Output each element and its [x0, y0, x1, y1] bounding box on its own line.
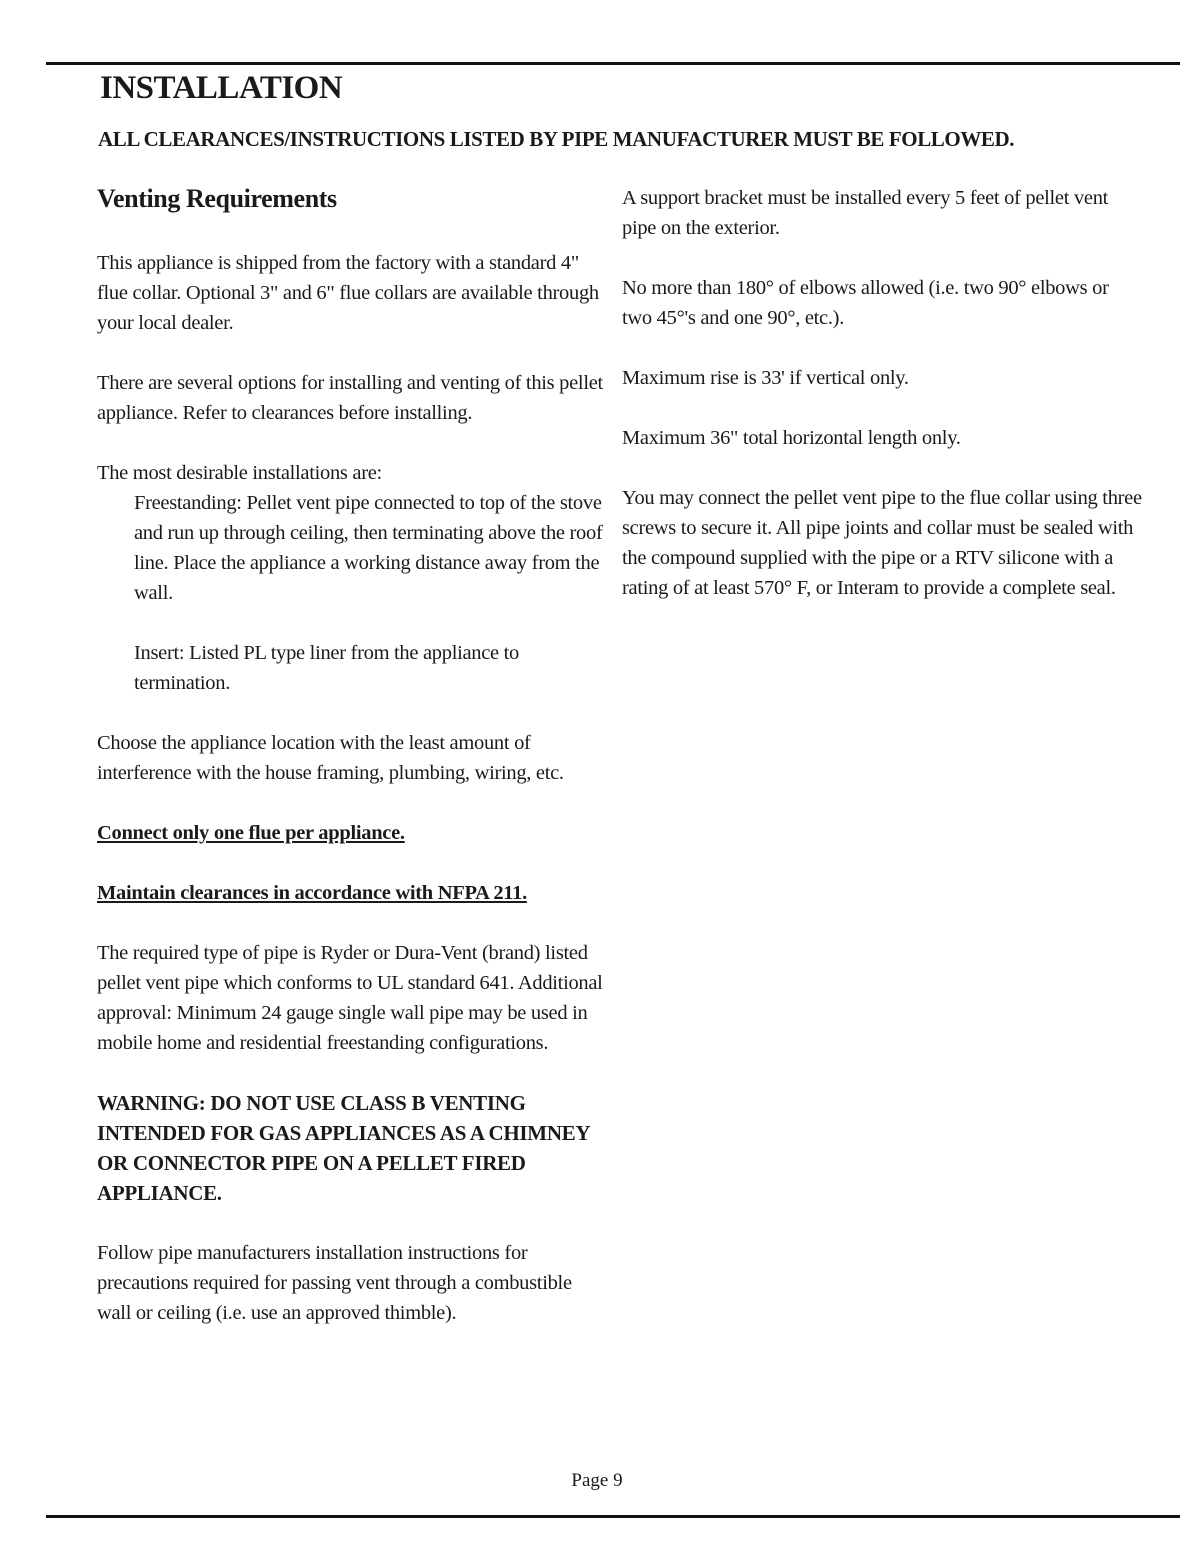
right-column: [622, 183, 1142, 603]
paragraph-follow: Follow pipe manufacturers installation instructions for precautions required for passing vent through a combustible wall or ceiling (i.e. use an approved thimble).: [97, 1242, 572, 1324]
section-heading: Venting Requirements: [97, 184, 337, 213]
left-column: [97, 183, 607, 1328]
note-one-flue: Connect only one flue per appliance.: [97, 822, 405, 844]
paragraph-horizontal: Maximum 36" total horizontal length only.: [622, 427, 961, 449]
paragraph-rise: Maximum rise is 33' if vertical only.: [622, 367, 909, 389]
warning-text: WARNING: DO NOT USE CLASS B VENTING INTENDED FOR GAS APPLIANCES AS A CHIMNEY OR CONNECTOR PIPE ON A PELLET FIRED APPLIANCE.: [97, 1091, 590, 1205]
page-subtitle: ALL CLEARANCES/INSTRUCTIONS LISTED BY PIPE MANUFACTURER MUST BE FOLLOWED.: [98, 127, 1015, 151]
page-title: INSTALLATION: [100, 70, 343, 106]
page-number: Page 9: [571, 1470, 623, 1491]
paragraph-shipped: This appliance is shipped from the factory with a standard 4" flue collar. Optional 3" and 6" flue collars are available through your local dealer.: [97, 252, 599, 334]
paragraph-connect: You may connect the pellet vent pipe to the flue collar using three screws to secure it. All pipe joints and collar must be sealed with the compound supplied with the pipe or a RTV silicone with a rating of at least 570° F, or Interam to provide a complete seal.: [622, 487, 1142, 599]
bottom-divider: [46, 1515, 1180, 1518]
paragraph-location: Choose the appliance location with the least amount of interference with the house framing, plumbing, wiring, etc.: [97, 732, 564, 784]
paragraph-bracket: A support bracket must be installed every 5 feet of pellet vent pipe on the exterior.: [622, 187, 1109, 239]
top-divider: [46, 62, 1180, 65]
paragraph-pipe-type: The required type of pipe is Ryder or Dura-Vent (brand) listed pellet vent pipe which conforms to UL standard 641. Additional approval: Minimum 24 gauge single wall pipe may be used in mobile home and residential freestanding configurations.: [97, 942, 603, 1054]
paragraph-desirable-intro: The most desirable installations are:: [97, 462, 382, 484]
paragraph-insert: Insert: Listed PL type liner from the appliance to termination.: [134, 642, 520, 694]
note-nfpa: Maintain clearances in accordance with NFPA 211.: [97, 882, 527, 904]
paragraph-elbows: No more than 180° of elbows allowed (i.e. two 90° elbows or two 45°'s and one 90°, etc.).: [622, 277, 1109, 329]
paragraph-freestanding: Freestanding: Pellet vent pipe connected to top of the stove and run up through ceiling, then terminating above the roof line. Place the appliance a working distance away from the wall.: [134, 492, 603, 604]
paragraph-options: There are several options for installing and venting of this pellet appliance. Refer to clearances before installing.: [97, 372, 603, 424]
